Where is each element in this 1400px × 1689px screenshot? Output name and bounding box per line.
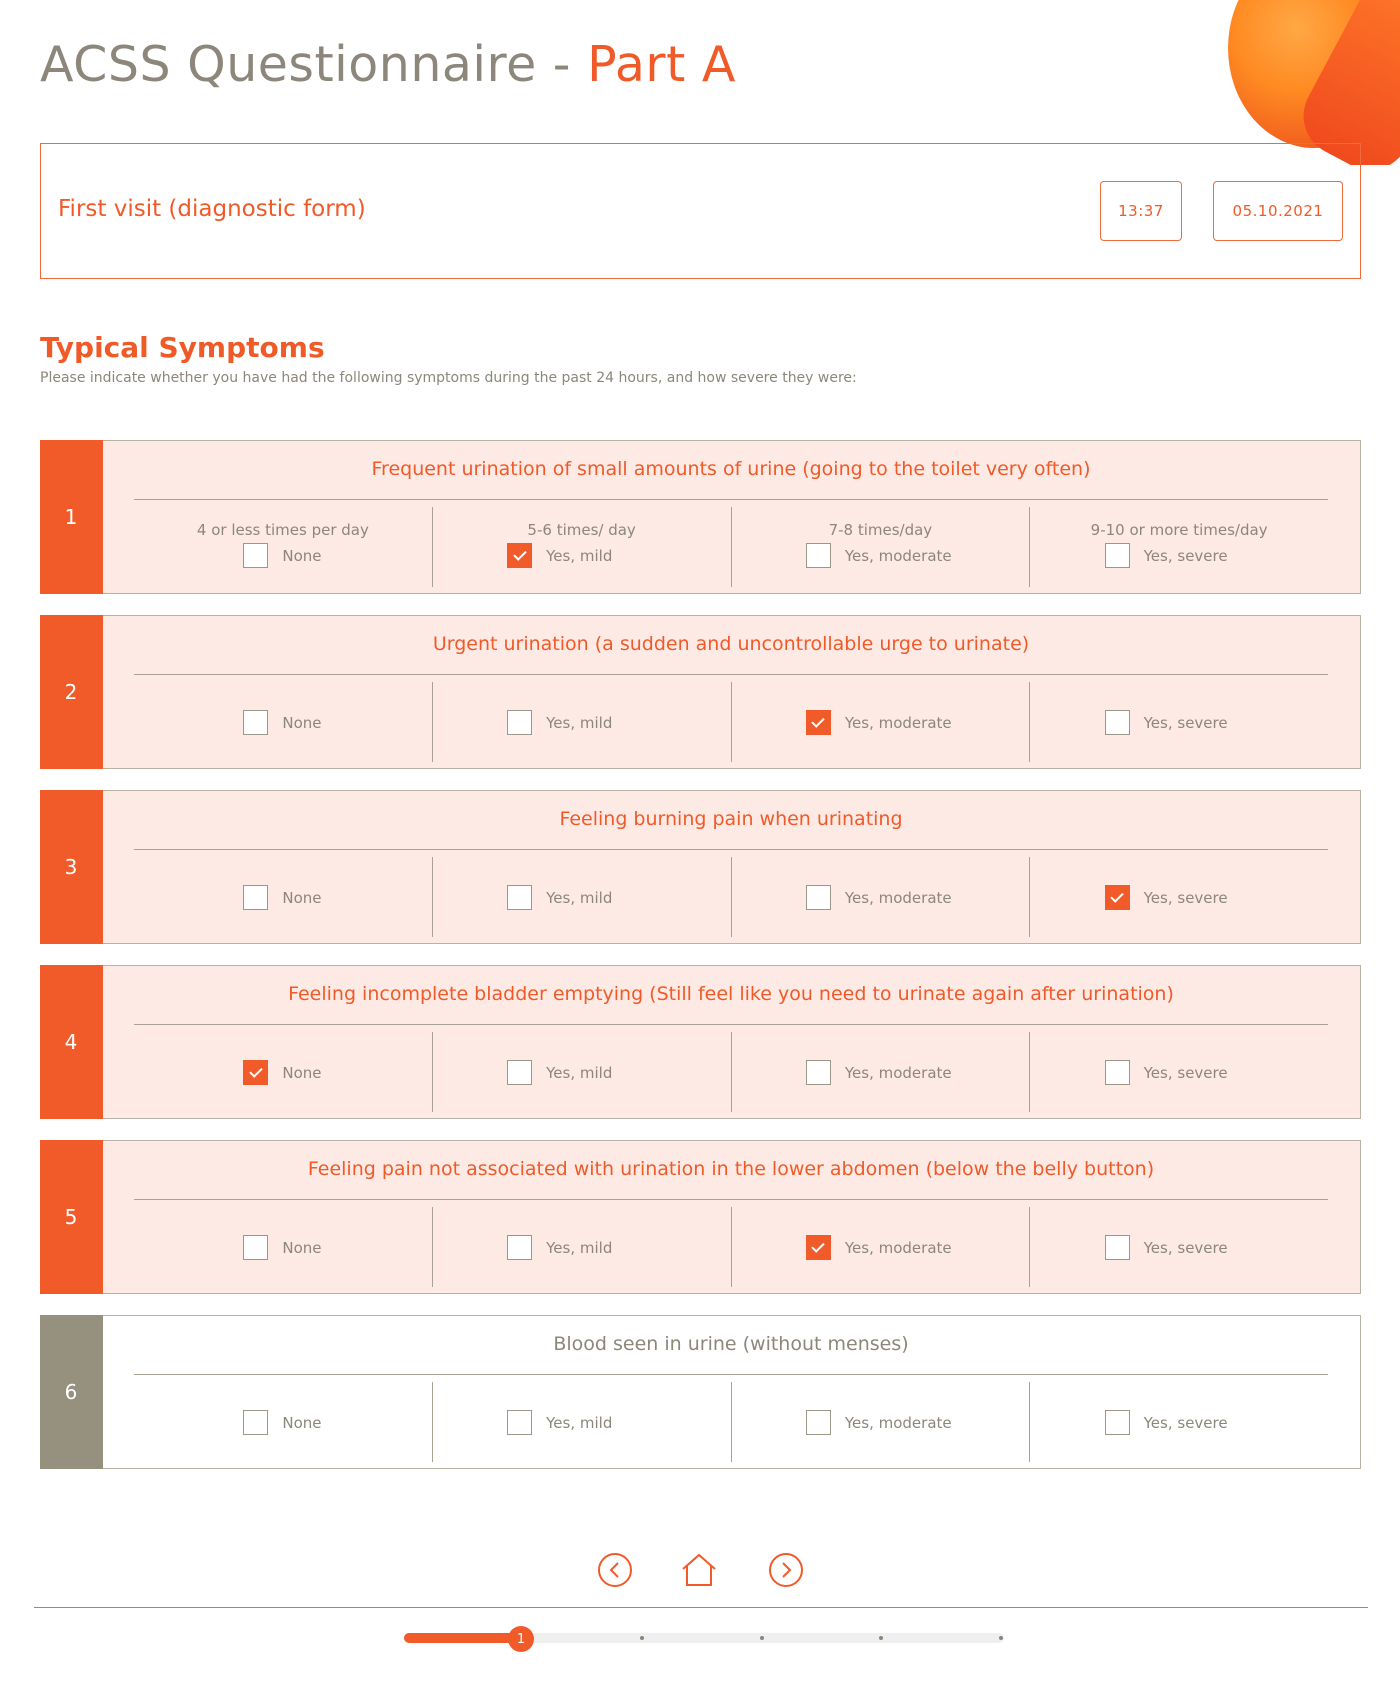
answer-option[interactable]: [433, 1060, 731, 1085]
progress-step-dot[interactable]: [640, 1636, 644, 1640]
answer-option[interactable]: [732, 710, 1030, 735]
answer-option-cell: [1029, 1382, 1328, 1462]
answer-option-label: None: [282, 713, 322, 732]
answer-checkbox[interactable]: [1105, 885, 1130, 910]
answer-option-label: Yes, severe: [1143, 1063, 1228, 1082]
answer-option-label: Yes, moderate: [844, 1063, 952, 1082]
answer-option[interactable]: [134, 1235, 432, 1260]
answer-option-cell: [731, 682, 1030, 762]
answer-options: [134, 857, 1328, 937]
home-button[interactable]: [681, 1552, 717, 1588]
answer-options: [134, 507, 1328, 587]
answer-checkbox[interactable]: [243, 1410, 268, 1435]
answer-checkbox[interactable]: [507, 885, 532, 910]
answer-checkbox[interactable]: [806, 1410, 831, 1435]
visit-date-field: 05.10.2021: [1213, 181, 1343, 241]
frequency-label: 9-10 or more times/day: [1090, 521, 1268, 539]
answer-checkbox[interactable]: [806, 543, 831, 568]
answer-option-cell: [1029, 1032, 1328, 1112]
answer-option-label: None: [282, 1413, 322, 1432]
answer-options: [134, 1382, 1328, 1462]
answer-option-cell: [731, 857, 1030, 937]
answer-option-label: Yes, severe: [1143, 546, 1228, 565]
question-number-badge: 2: [40, 615, 103, 769]
question-number-badge: 5: [40, 1140, 103, 1294]
answer-option-label: None: [282, 1238, 322, 1257]
answer-option-cell: [134, 1382, 432, 1462]
next-button[interactable]: [768, 1552, 804, 1588]
progress-step-dot[interactable]: [879, 1636, 883, 1640]
frequency-label: 5-6 times/ day: [527, 521, 636, 539]
answer-option-cell: [432, 507, 731, 587]
question-row: [40, 1140, 1361, 1294]
answer-option-cell: [1029, 857, 1328, 937]
progress-current-step[interactable]: 1: [508, 1626, 534, 1652]
question-text: Urgent urination (a sudden and uncontrollable urge to urinate): [432, 633, 1030, 655]
question-number-badge: 6: [40, 1315, 103, 1469]
answer-option[interactable]: [732, 1060, 1030, 1085]
visit-info-panel: [40, 143, 1361, 279]
question-text: Feeling incomplete bladder emptying (Still feel like you need to urinate again after urination): [288, 983, 1174, 1005]
footer-divider: [34, 1607, 1368, 1608]
answer-option[interactable]: [433, 885, 731, 910]
question-divider: [134, 499, 1328, 500]
question-row: [40, 790, 1361, 944]
answer-option-label: Yes, moderate: [844, 1238, 952, 1257]
answer-option[interactable]: [732, 543, 1030, 568]
answer-option-cell: [134, 857, 432, 937]
answer-option[interactable]: [433, 543, 731, 568]
answer-option-label: Yes, severe: [1143, 888, 1228, 907]
answer-option-cell: [134, 682, 432, 762]
answer-option-cell: [134, 1207, 432, 1287]
answer-option-label: Yes, mild: [546, 546, 613, 565]
question-row: [40, 615, 1361, 769]
answer-option-cell: [432, 682, 731, 762]
question-number-badge: 4: [40, 965, 103, 1119]
question-divider: [134, 1199, 1328, 1200]
answer-checkbox[interactable]: [806, 1235, 831, 1260]
answer-checkbox[interactable]: [806, 885, 831, 910]
answer-option-cell: [432, 1207, 731, 1287]
answer-option-cell: [134, 507, 432, 587]
question-number-badge: 1: [40, 440, 103, 594]
answer-option[interactable]: [1030, 1060, 1328, 1085]
answer-option[interactable]: [1030, 885, 1328, 910]
progress-track: [404, 1633, 1004, 1643]
answer-option-cell: [1029, 1207, 1328, 1287]
answer-option[interactable]: [433, 1410, 731, 1435]
answer-option-cell: [432, 1032, 731, 1112]
answer-option-cell: [432, 857, 731, 937]
answer-option[interactable]: [732, 1235, 1030, 1260]
answer-option-label: None: [282, 1063, 322, 1082]
question-text: Blood seen in urine (without menses): [553, 1333, 909, 1355]
answer-checkbox[interactable]: [1105, 710, 1130, 735]
answer-options: [134, 1032, 1328, 1112]
chevron-right-circle-icon: [768, 1552, 804, 1588]
previous-button[interactable]: [597, 1552, 633, 1588]
question-divider: [134, 1024, 1328, 1025]
question-row: [40, 440, 1361, 594]
page-title-main: ACSS Questionnaire -: [40, 36, 588, 93]
answer-checkbox[interactable]: [243, 710, 268, 735]
answer-option-label: Yes, severe: [1143, 1413, 1228, 1432]
answer-option[interactable]: [1030, 543, 1328, 568]
answer-option-label: Yes, moderate: [844, 546, 952, 565]
question-row: [40, 965, 1361, 1119]
answer-checkbox[interactable]: [243, 1235, 268, 1260]
question-divider: [134, 1374, 1328, 1375]
answer-option-cell: [731, 507, 1030, 587]
section-title: Typical Symptoms: [40, 331, 325, 364]
answer-option-label: Yes, severe: [1143, 713, 1228, 732]
question-row: [40, 1315, 1361, 1469]
answer-checkbox[interactable]: [507, 1060, 532, 1085]
answer-option-label: Yes, severe: [1143, 1238, 1228, 1257]
visit-type-label: First visit (diagnostic form): [58, 196, 366, 222]
answer-checkbox[interactable]: [1105, 1410, 1130, 1435]
answer-options: [134, 1207, 1328, 1287]
answer-option-label: Yes, mild: [546, 1238, 613, 1257]
question-text: Feeling burning pain when urinating: [559, 808, 903, 830]
question-number-badge: 3: [40, 790, 103, 944]
answer-option[interactable]: [732, 1410, 1030, 1435]
answer-option-cell: [1029, 507, 1328, 587]
answer-checkbox[interactable]: [1105, 1060, 1130, 1085]
answer-option-label: None: [282, 888, 322, 907]
decorative-flame-graphic: [1210, 0, 1400, 165]
answer-option-cell: [731, 1382, 1030, 1462]
answer-option[interactable]: [433, 710, 731, 735]
home-icon: [681, 1552, 717, 1588]
chevron-left-circle-icon: [597, 1552, 633, 1588]
page-title: [40, 36, 736, 93]
answer-option[interactable]: [134, 710, 432, 735]
question-divider: [134, 849, 1328, 850]
question-divider: [134, 674, 1328, 675]
frequency-label: 7-8 times/day: [828, 521, 933, 539]
answer-checkbox[interactable]: [243, 543, 268, 568]
answer-option-label: Yes, mild: [546, 713, 613, 732]
section-subtitle: Please indicate whether you have had the following symptoms during the past 24 hours, and how severe they were:: [40, 370, 857, 386]
answer-option[interactable]: [1030, 1235, 1328, 1260]
progress-fill: [404, 1633, 524, 1643]
answer-option[interactable]: [1030, 710, 1328, 735]
question-text: Frequent urination of small amounts of urine (going to the toilet very often): [371, 458, 1091, 480]
answer-option-cell: [731, 1207, 1030, 1287]
answer-option-label: Yes, mild: [546, 888, 613, 907]
answer-checkbox[interactable]: [243, 885, 268, 910]
answer-option[interactable]: [134, 543, 432, 568]
answer-option[interactable]: [134, 1410, 432, 1435]
answer-option-label: Yes, moderate: [844, 1413, 952, 1432]
answer-checkbox[interactable]: [806, 710, 831, 735]
answer-option-label: None: [282, 546, 322, 565]
answer-checkbox[interactable]: [1105, 1235, 1130, 1260]
page-title-accent: Part A: [587, 36, 736, 93]
answer-option-cell: [731, 1032, 1030, 1112]
answer-checkbox[interactable]: [507, 543, 532, 568]
answer-checkbox[interactable]: [507, 1235, 532, 1260]
answer-option[interactable]: [1030, 1410, 1328, 1435]
answer-option[interactable]: [433, 1235, 731, 1260]
frequency-label: 4 or less times per day: [196, 521, 369, 539]
answer-checkbox[interactable]: [507, 710, 532, 735]
progress-step-dot[interactable]: [999, 1636, 1003, 1640]
answer-option-label: Yes, moderate: [844, 713, 952, 732]
answer-option-cell: [134, 1032, 432, 1112]
answer-option-cell: [432, 1382, 731, 1462]
answer-option-label: Yes, moderate: [844, 888, 952, 907]
question-text: Feeling pain not associated with urination in the lower abdomen (below the belly button): [307, 1158, 1155, 1180]
answer-checkbox[interactable]: [507, 1410, 532, 1435]
answer-option[interactable]: [732, 885, 1030, 910]
visit-time-field: 13:37: [1100, 181, 1182, 241]
answer-option-label: Yes, mild: [546, 1413, 613, 1432]
progress-step-dot[interactable]: [760, 1636, 764, 1640]
answer-checkbox[interactable]: [1105, 543, 1130, 568]
answer-option-cell: [1029, 682, 1328, 762]
answer-checkbox[interactable]: [243, 1060, 268, 1085]
answer-option[interactable]: [134, 885, 432, 910]
answer-options: [134, 682, 1328, 762]
answer-option[interactable]: [134, 1060, 432, 1085]
answer-option-label: Yes, mild: [546, 1063, 613, 1082]
answer-checkbox[interactable]: [806, 1060, 831, 1085]
